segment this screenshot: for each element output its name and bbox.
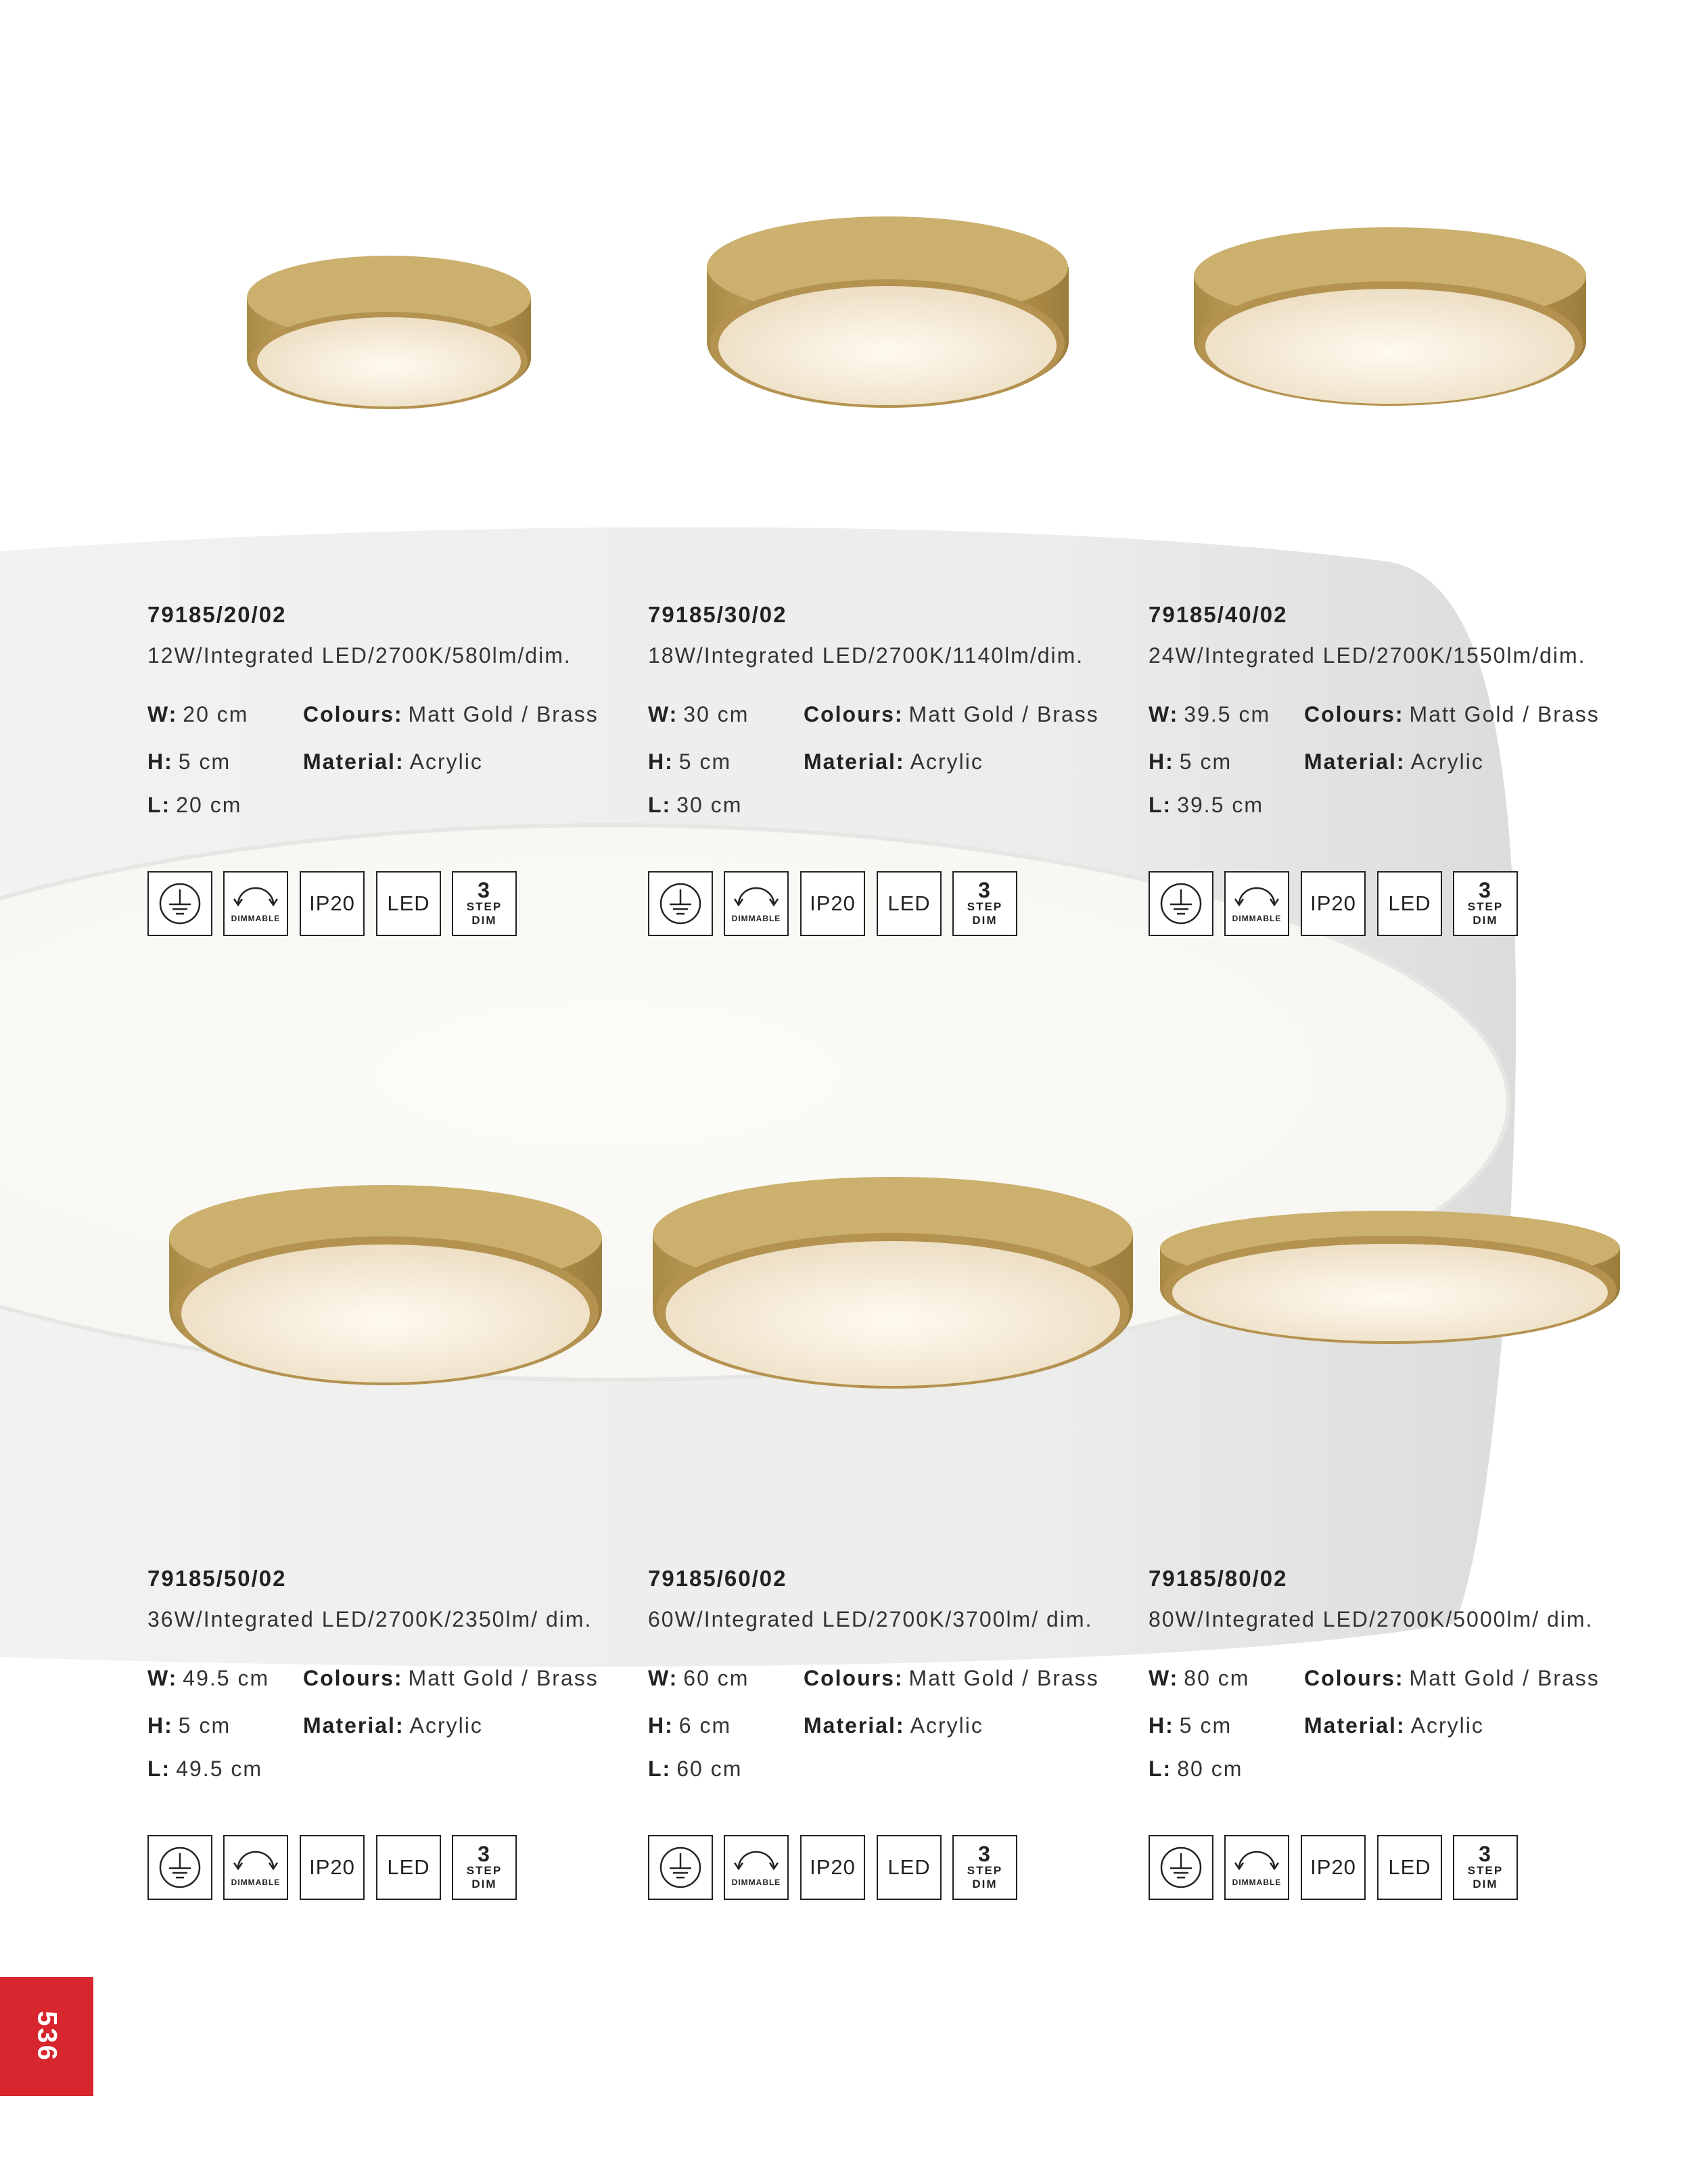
product-specs bbox=[648, 1666, 1135, 1890]
dim-word: DIM bbox=[972, 914, 998, 927]
colours-label: Colours: bbox=[303, 702, 403, 726]
lamp-image-4 bbox=[166, 1177, 605, 1397]
led-label: LED bbox=[387, 1855, 430, 1879]
step-number: 3 bbox=[478, 1842, 491, 1866]
height-value: 5 cm bbox=[178, 749, 231, 774]
step-dim-icon bbox=[452, 871, 517, 936]
material-label: Material: bbox=[1304, 749, 1406, 774]
height-label: H: bbox=[1149, 749, 1174, 774]
step-dim-icon bbox=[1453, 1835, 1518, 1900]
dimmable-label: DIMMABLE bbox=[1232, 1878, 1282, 1887]
material-label: Material: bbox=[804, 1713, 905, 1738]
dimmable-label: DIMMABLE bbox=[731, 1878, 781, 1887]
length-label: L: bbox=[1149, 1757, 1172, 1781]
step-number: 3 bbox=[978, 878, 992, 902]
height-value: 5 cm bbox=[678, 749, 732, 774]
lamp-image-1 bbox=[244, 250, 534, 416]
product-block bbox=[648, 602, 1135, 927]
step-dim-icon bbox=[952, 1835, 1017, 1900]
earth-ground-icon bbox=[648, 1835, 713, 1900]
colours-label: Colours: bbox=[1304, 1666, 1404, 1690]
ip-rating-label: IP20 bbox=[1310, 1855, 1356, 1879]
width-value: 60 cm bbox=[683, 1666, 749, 1690]
width-label: W: bbox=[648, 1666, 678, 1690]
product-block bbox=[1149, 1566, 1636, 1890]
product-specs bbox=[1149, 702, 1636, 927]
height-label: H: bbox=[648, 749, 674, 774]
material-value: Acrylic bbox=[1410, 749, 1484, 774]
ip-rating-icon bbox=[1301, 1835, 1366, 1900]
material-value: Acrylic bbox=[910, 1713, 983, 1738]
led-icon bbox=[376, 871, 441, 936]
earth-ground-icon bbox=[648, 871, 713, 936]
dim-word: DIM bbox=[1473, 1878, 1498, 1890]
dimmable-icon bbox=[1224, 871, 1289, 936]
dimmable-icon bbox=[223, 871, 288, 936]
product-code: 79185/30/02 bbox=[648, 602, 787, 627]
ip-rating-label: IP20 bbox=[309, 891, 355, 915]
ip-rating-icon bbox=[300, 1835, 365, 1900]
material-value: Acrylic bbox=[409, 749, 483, 774]
length-label: L: bbox=[147, 793, 171, 817]
colours-value: Matt Gold / Brass bbox=[408, 702, 599, 726]
product-specs bbox=[147, 702, 634, 927]
lamp-image-2 bbox=[703, 213, 1072, 413]
ip-rating-icon bbox=[800, 1835, 865, 1900]
length-value: 30 cm bbox=[676, 793, 743, 817]
colours-value: Matt Gold / Brass bbox=[908, 702, 1099, 726]
width-value: 20 cm bbox=[183, 702, 249, 726]
earth-ground-icon bbox=[1149, 871, 1213, 936]
dim-word: DIM bbox=[972, 1878, 998, 1890]
ip-rating-icon bbox=[800, 871, 865, 936]
led-label: LED bbox=[887, 1855, 931, 1879]
dimmable-icon bbox=[1224, 1835, 1289, 1900]
dimmable-icon bbox=[223, 1835, 288, 1900]
step-word: STEP bbox=[967, 900, 1003, 913]
width-value: 80 cm bbox=[1184, 1666, 1250, 1690]
colours-value: Matt Gold / Brass bbox=[408, 1666, 599, 1690]
length-label: L: bbox=[648, 1757, 672, 1781]
ip-rating-label: IP20 bbox=[810, 891, 856, 915]
material-value: Acrylic bbox=[409, 1713, 483, 1738]
ip-rating-label: IP20 bbox=[1310, 891, 1356, 915]
ip-rating-label: IP20 bbox=[810, 1855, 856, 1879]
colours-label: Colours: bbox=[804, 1666, 904, 1690]
height-value: 5 cm bbox=[1179, 1713, 1232, 1738]
product-block bbox=[648, 1566, 1135, 1890]
step-dim-icon bbox=[1453, 871, 1518, 936]
led-icon bbox=[376, 1835, 441, 1900]
height-value: 5 cm bbox=[1179, 749, 1232, 774]
page-number-tab bbox=[0, 1977, 93, 2096]
ip-rating-icon bbox=[300, 871, 365, 936]
step-number: 3 bbox=[1479, 878, 1492, 902]
earth-ground-icon bbox=[1149, 1835, 1213, 1900]
dimmable-label: DIMMABLE bbox=[1232, 914, 1282, 923]
dimmable-icon bbox=[724, 871, 789, 936]
step-word: STEP bbox=[466, 1864, 503, 1877]
product-specs bbox=[648, 702, 1135, 927]
length-value: 39.5 cm bbox=[1177, 793, 1264, 817]
colours-label: Colours: bbox=[804, 702, 904, 726]
step-dim-icon bbox=[452, 1835, 517, 1900]
product-description: 36W/Integrated LED/2700K/2350lm/ dim. bbox=[147, 1607, 593, 1631]
step-word: STEP bbox=[967, 1864, 1003, 1877]
led-icon bbox=[1377, 1835, 1442, 1900]
width-label: W: bbox=[147, 702, 178, 726]
material-label: Material: bbox=[303, 1713, 404, 1738]
dim-word: DIM bbox=[1473, 914, 1498, 927]
product-specs bbox=[1149, 1666, 1636, 1890]
width-label: W: bbox=[1149, 702, 1179, 726]
product-description: 12W/Integrated LED/2700K/580lm/dim. bbox=[147, 643, 572, 668]
earth-ground-icon bbox=[147, 1835, 212, 1900]
material-label: Material: bbox=[303, 749, 404, 774]
product-description: 18W/Integrated LED/2700K/1140lm/dim. bbox=[648, 643, 1084, 668]
width-label: W: bbox=[648, 702, 678, 726]
colours-value: Matt Gold / Brass bbox=[908, 1666, 1099, 1690]
material-label: Material: bbox=[1304, 1713, 1406, 1738]
product-block bbox=[147, 602, 634, 927]
product-code: 79185/40/02 bbox=[1149, 602, 1288, 627]
material-value: Acrylic bbox=[1410, 1713, 1484, 1738]
led-label: LED bbox=[1388, 891, 1431, 915]
length-label: L: bbox=[648, 793, 672, 817]
product-block bbox=[1149, 602, 1636, 927]
step-word: STEP bbox=[466, 900, 503, 913]
step-number: 3 bbox=[478, 878, 491, 902]
product-description: 80W/Integrated LED/2700K/5000lm/ dim. bbox=[1149, 1607, 1594, 1631]
dimmable-label: DIMMABLE bbox=[231, 914, 281, 923]
width-value: 30 cm bbox=[683, 702, 749, 726]
product-specs bbox=[147, 1666, 634, 1890]
ip-rating-label: IP20 bbox=[309, 1855, 355, 1879]
dimmable-icon bbox=[724, 1835, 789, 1900]
length-value: 80 cm bbox=[1177, 1757, 1243, 1781]
led-label: LED bbox=[1388, 1855, 1431, 1879]
dim-word: DIM bbox=[471, 914, 497, 927]
led-icon bbox=[1377, 871, 1442, 936]
height-label: H: bbox=[648, 1713, 674, 1738]
width-label: W: bbox=[1149, 1666, 1179, 1690]
dimmable-label: DIMMABLE bbox=[231, 1878, 281, 1887]
step-word: STEP bbox=[1467, 1864, 1504, 1877]
length-value: 49.5 cm bbox=[176, 1757, 263, 1781]
height-label: H: bbox=[147, 1713, 173, 1738]
product-block bbox=[147, 1566, 634, 1890]
step-dim-icon bbox=[952, 871, 1017, 936]
product-code: 79185/60/02 bbox=[648, 1566, 787, 1591]
ip-rating-icon bbox=[1301, 871, 1366, 936]
colours-value: Matt Gold / Brass bbox=[1409, 702, 1600, 726]
dim-word: DIM bbox=[471, 1878, 497, 1890]
step-word: STEP bbox=[1467, 900, 1504, 913]
product-description: 24W/Integrated LED/2700K/1550lm/dim. bbox=[1149, 643, 1586, 668]
length-value: 60 cm bbox=[676, 1757, 743, 1781]
earth-ground-icon bbox=[147, 871, 212, 936]
colours-label: Colours: bbox=[303, 1666, 403, 1690]
colours-label: Colours: bbox=[1304, 702, 1404, 726]
width-value: 39.5 cm bbox=[1184, 702, 1271, 726]
colours-value: Matt Gold / Brass bbox=[1409, 1666, 1600, 1690]
length-value: 20 cm bbox=[176, 793, 242, 817]
width-label: W: bbox=[147, 1666, 178, 1690]
product-code: 79185/50/02 bbox=[147, 1566, 287, 1591]
height-value: 5 cm bbox=[178, 1713, 231, 1738]
length-label: L: bbox=[147, 1757, 171, 1781]
step-number: 3 bbox=[1479, 1842, 1492, 1866]
dimmable-label: DIMMABLE bbox=[731, 914, 781, 923]
led-icon bbox=[877, 871, 942, 936]
step-number: 3 bbox=[978, 1842, 992, 1866]
page-number: 536 bbox=[32, 2011, 62, 2062]
lamp-image-6 bbox=[1157, 1201, 1623, 1363]
length-label: L: bbox=[1149, 793, 1172, 817]
led-icon bbox=[877, 1835, 942, 1900]
material-label: Material: bbox=[804, 749, 905, 774]
led-label: LED bbox=[387, 891, 430, 915]
width-value: 49.5 cm bbox=[183, 1666, 270, 1690]
product-description: 60W/Integrated LED/2700K/3700lm/ dim. bbox=[648, 1607, 1093, 1631]
height-label: H: bbox=[147, 749, 173, 774]
product-code: 79185/80/02 bbox=[1149, 1566, 1288, 1591]
height-label: H: bbox=[1149, 1713, 1174, 1738]
material-value: Acrylic bbox=[910, 749, 983, 774]
led-label: LED bbox=[887, 891, 931, 915]
lamp-image-5 bbox=[649, 1170, 1136, 1400]
height-value: 6 cm bbox=[678, 1713, 732, 1738]
lamp-image-3 bbox=[1190, 223, 1590, 413]
product-code: 79185/20/02 bbox=[147, 602, 287, 627]
